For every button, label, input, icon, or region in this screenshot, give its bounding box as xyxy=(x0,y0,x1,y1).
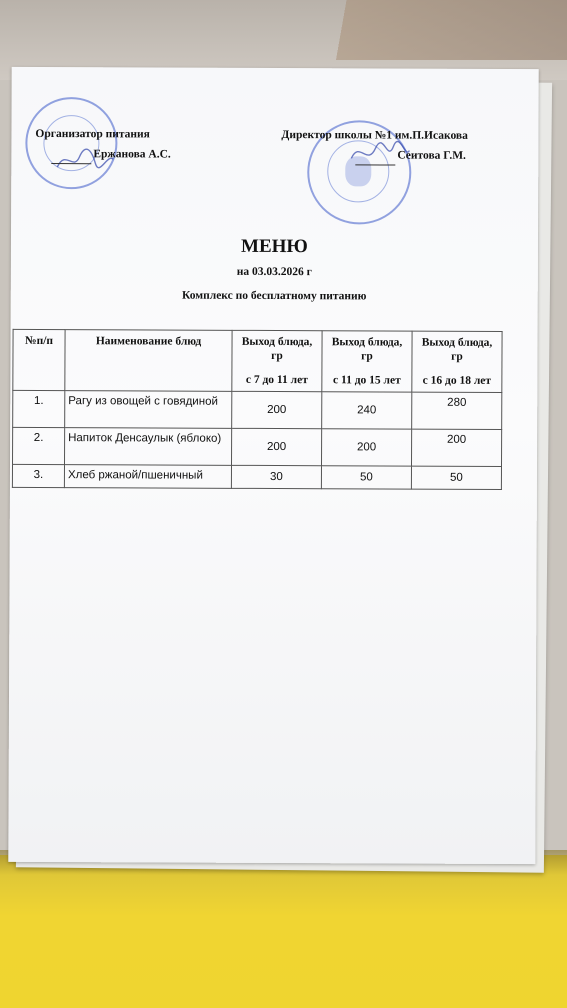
row-value-11-15: 200 xyxy=(321,429,411,466)
row-num: 2. xyxy=(13,427,65,464)
header-col1 xyxy=(232,330,322,391)
desk-background-yellow xyxy=(0,855,567,1008)
header-col1-title: Выход блюда, гр xyxy=(241,335,313,363)
table-row xyxy=(12,464,501,489)
row-value-7-11: 30 xyxy=(231,465,321,488)
row-value-11-15: 240 xyxy=(322,392,412,429)
organizer-name: Ержанова А.С. xyxy=(93,148,171,161)
header-col2 xyxy=(322,331,412,392)
row-value-16-18: 200 xyxy=(411,429,501,466)
row-value-7-11: 200 xyxy=(232,428,322,465)
document-date: на 03.03.2026 г xyxy=(236,265,312,279)
signature-line xyxy=(51,163,91,164)
table-row xyxy=(13,390,502,429)
row-dish: Хлеб ржаной/пшеничный xyxy=(64,465,231,489)
menu-table xyxy=(12,329,503,490)
approval-director xyxy=(281,125,468,166)
header-col1-age: с 7 до 11 лет xyxy=(245,373,308,387)
table-header-row xyxy=(13,329,502,392)
menu-document xyxy=(8,67,538,864)
header-col3 xyxy=(412,331,502,392)
director-title: Директор школы №1 им.П.Исакова xyxy=(281,129,468,142)
director-name: Сеитова Г.М. xyxy=(397,149,466,162)
signature-line xyxy=(355,164,395,165)
organizer-title: Организатор питания xyxy=(35,127,150,141)
row-value-11-15: 50 xyxy=(321,466,411,489)
row-dish: Напиток Денсаулык (яблоко) xyxy=(65,428,232,466)
table-row xyxy=(13,427,502,466)
header-col2-age: с 11 до 15 лет xyxy=(332,374,401,387)
approval-organizer xyxy=(35,124,171,165)
row-dish: Рагу из овощей с говядиной xyxy=(65,391,232,429)
document-title: МЕНЮ xyxy=(241,235,308,258)
row-value-16-18: 50 xyxy=(411,466,501,489)
row-num: 1. xyxy=(13,390,65,427)
row-value-7-11: 200 xyxy=(232,391,322,428)
row-num: 3. xyxy=(12,464,64,487)
row-value-16-18: 280 xyxy=(412,392,502,429)
header-name: Наименование блюд xyxy=(65,330,232,392)
document-subtitle: Комплекс по бесплатному питанию xyxy=(181,289,367,303)
header-col2-title: Выход блюда, гр xyxy=(331,336,403,363)
header-col3-title: Выход блюда, гр xyxy=(421,336,493,363)
desk-wood-edge xyxy=(0,0,567,60)
header-col3-age: с 16 до 18 лет xyxy=(422,374,492,387)
header-num: №п/п xyxy=(13,329,65,390)
